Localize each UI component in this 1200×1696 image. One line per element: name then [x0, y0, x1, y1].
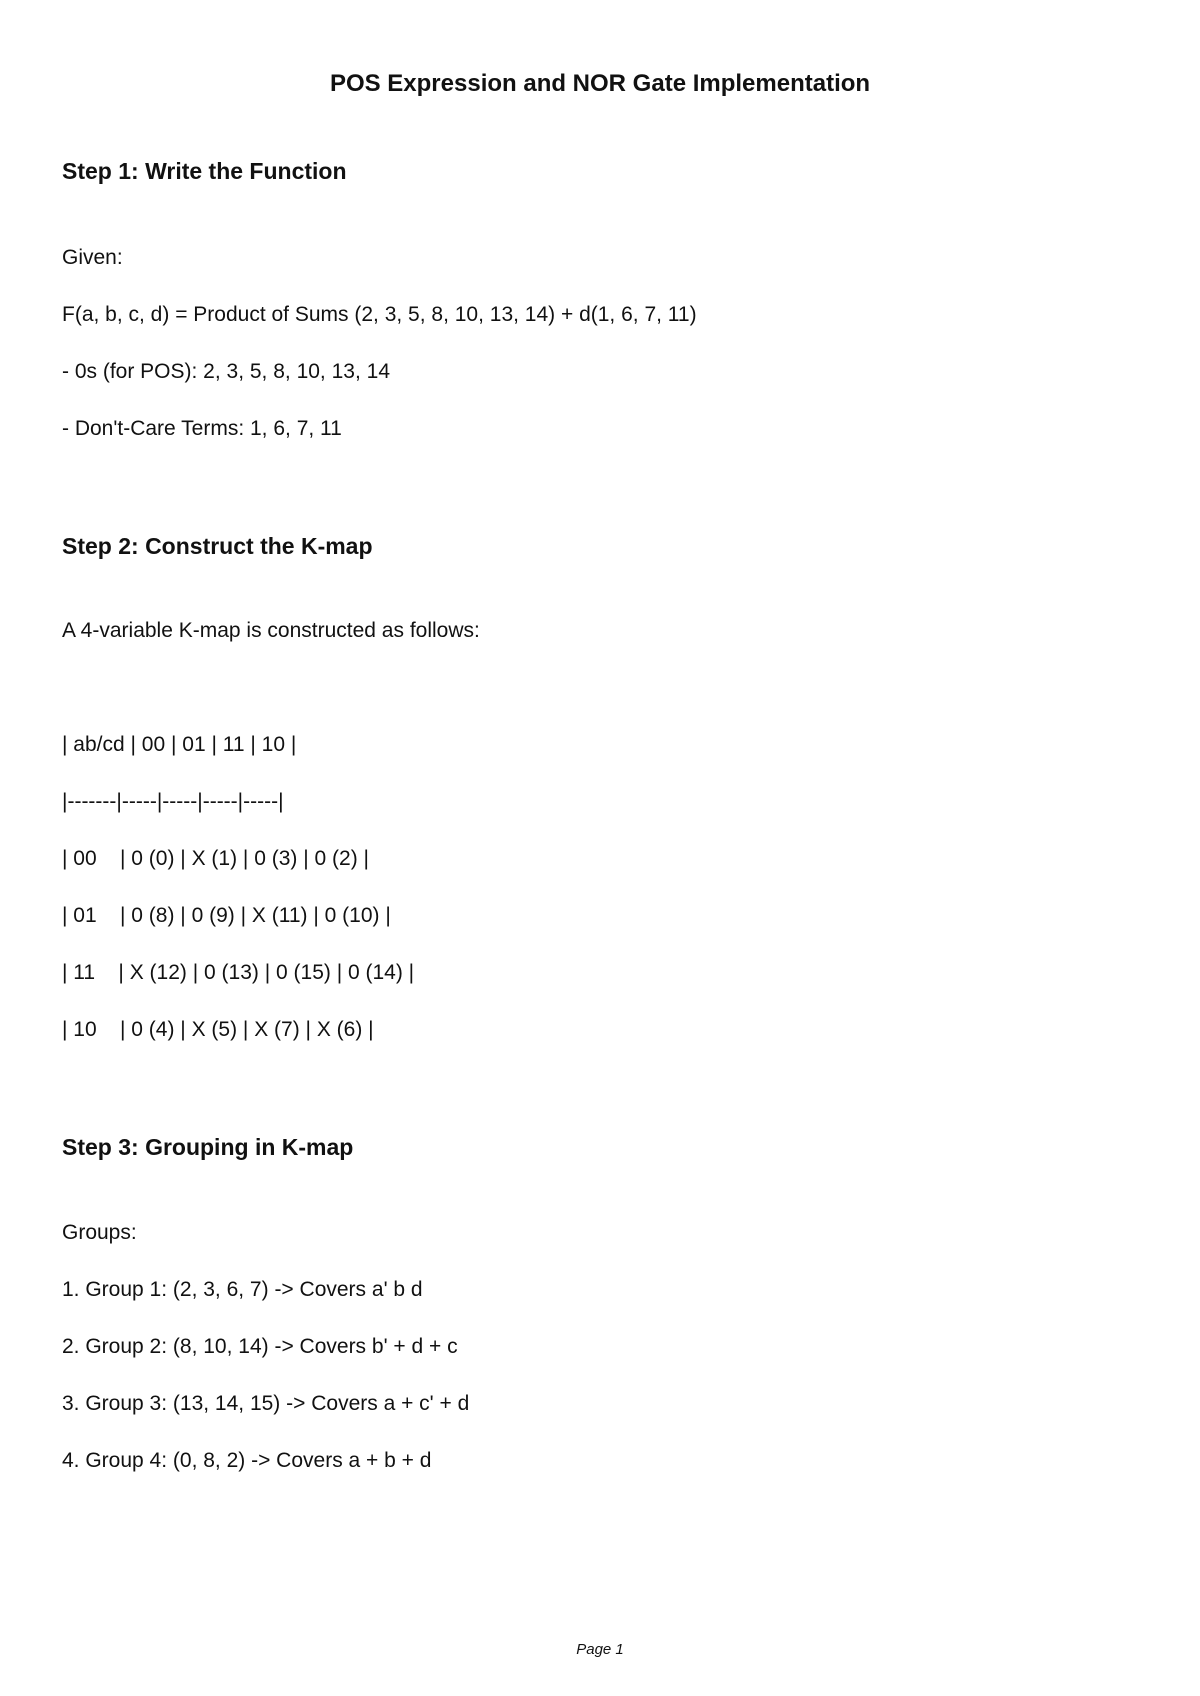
kmap-line-row-10: | 10 | 0 (4) | X (5) | X (7) | X (6) |	[62, 1018, 374, 1041]
step1-line-dont-cares: - Don't-Care Terms: 1, 6, 7, 11	[62, 417, 342, 440]
step1-line-function: F(a, b, c, d) = Product of Sums (2, 3, 5, 8, 10, 13, 14) + d(1, 6, 7, 11)	[62, 303, 697, 326]
step3-line-groups: Groups:	[62, 1221, 137, 1244]
document-title: POS Expression and NOR Gate Implementation	[329, 70, 871, 97]
kmap-line-row-11: | 11 | X (12) | 0 (13) | 0 (15) | 0 (14) |	[62, 961, 415, 984]
step3-heading: Step 3: Grouping in K-map	[62, 1134, 354, 1160]
step3-line-group-1: 1. Group 1: (2, 3, 6, 7) -> Covers a' b d	[62, 1278, 423, 1301]
step3-line-group-3: 3. Group 3: (13, 14, 15) -> Covers a + c' + d	[62, 1392, 470, 1415]
step3-line-group-4: 4. Group 4: (0, 8, 2) -> Covers a + b + d	[62, 1449, 432, 1472]
step2-heading: Step 2: Construct the K-map	[62, 533, 373, 559]
kmap-line-header: | ab/cd | 00 | 01 | 11 | 10 |	[62, 733, 297, 756]
kmap-line-row-00: | 00 | 0 (0) | X (1) | 0 (3) | 0 (2) |	[62, 847, 369, 870]
step1-heading: Step 1: Write the Function	[62, 158, 347, 184]
page-footer: Page 1	[576, 1641, 624, 1658]
step1-line-given: Given:	[62, 246, 123, 269]
kmap-line-row-01: | 01 | 0 (8) | 0 (9) | X (11) | 0 (10) |	[62, 904, 391, 927]
kmap-line-separator: |-------|-----|-----|-----|-----|	[62, 790, 284, 813]
step2-intro: A 4-variable K-map is constructed as follows:	[62, 619, 480, 642]
step3-line-group-2: 2. Group 2: (8, 10, 14) -> Covers b' + d + c	[62, 1335, 458, 1358]
step1-line-zeros: - 0s (for POS): 2, 3, 5, 8, 10, 13, 14	[62, 360, 390, 383]
